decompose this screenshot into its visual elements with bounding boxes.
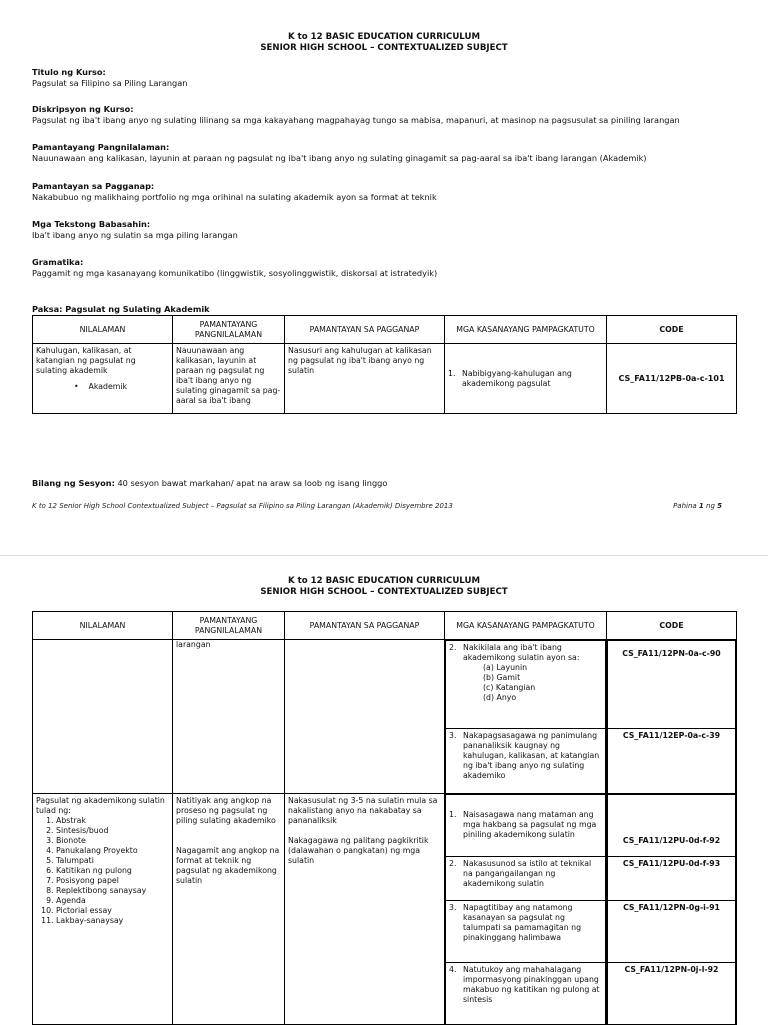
- skill-item: [446, 729, 606, 793]
- skill-subitem: (a) Layunin: [483, 663, 528, 672]
- document-page-2: [0, 555, 768, 1025]
- cell-code: [607, 793, 737, 1025]
- section-pagganap: [32, 181, 437, 202]
- sesyon-value: 40 sesyon bawat markahan/ apat na araw sa loob ng isang linggo: [117, 478, 388, 488]
- paksa-heading: Paksa: Pagsulat ng Sulating Akademik: [32, 304, 210, 314]
- cell-text: Nakasusulat ng 3-5 na sulatin mula sa nakalistang anyo na nakabatay sa pananaliksik: [288, 795, 438, 825]
- cell-code: [607, 640, 737, 794]
- column-header-kasanayang: MGA KASANAYANG PAMPAGKATUTO: [445, 316, 607, 344]
- skill-code: CS_FA11/12PU-0d-f-92: [608, 794, 736, 856]
- section-titulo: [32, 67, 187, 88]
- cell-text: Nakagagawa ng palitang pagkikritik (dalawahan o pangkatan) ng mga sulatin: [288, 835, 429, 865]
- skill-item: [446, 856, 606, 900]
- cell-text: Natitiyak ang angkop na proseso ng pagsulat ng piling sulating akademiko: [176, 795, 276, 825]
- sesyon-line: [32, 478, 387, 488]
- sesyon-label: Bilang ng Sesyon:: [32, 478, 115, 488]
- curriculum-title: K to 12 BASIC EDUCATION CURRICULUM: [287, 576, 481, 586]
- column-header-pagganap: PAMANTAYAN SA PAGGANAP: [285, 612, 445, 640]
- column-header-nilalaman: NILALAMAN: [33, 316, 173, 344]
- skill-number: 1.: [449, 810, 457, 819]
- column-header-pangnilalaman: PAMANTAYANG PANGNILALAMAN: [173, 612, 285, 640]
- skill-item: [446, 900, 606, 962]
- section-value: Pagsulat ng iba't ibang anyo ng sulating lilinang sa mga kakayahang magpahayag tungo sa mabisa, mapanuri, at masinop na pagsusulat sa piniling larangan: [32, 114, 680, 125]
- cell-pagganap: Nasusuri ang kahulugan at kalikasan ng pagsulat ng iba't ibang anyo ng sulatin: [285, 344, 445, 414]
- writing-type-item: 8. Replektibong sanaysay: [56, 886, 169, 896]
- skill-item: [448, 369, 603, 389]
- section-gramatika: [32, 257, 437, 278]
- writing-types-list: [36, 816, 169, 926]
- bullet-item: • Akademik: [74, 382, 128, 391]
- skill-number: 2.: [449, 858, 457, 868]
- table-row: [33, 640, 737, 794]
- cell-pagganap: [285, 640, 445, 794]
- cell-text: Nagagamit ang angkop na format at teknik ng pagsulat ng akademikong sulatin: [176, 845, 280, 885]
- section-value: Iba't ibang anyo ng sulatin sa mga piling larangan: [32, 229, 238, 240]
- page-number: Pahina 1 ng 5: [673, 502, 722, 510]
- skill-subitem: (b) Gamit: [483, 673, 521, 682]
- writing-type-item: 1. Abstrak: [56, 816, 169, 826]
- writing-type-item: 7. Posisyong papel: [56, 876, 169, 886]
- writing-type-item: 10. Pictorial essay: [56, 906, 169, 916]
- curriculum-subtitle: SENIOR HIGH SCHOOL – CONTEXTUALIZED SUBJECT: [260, 43, 508, 53]
- section-label: Pamantayang Pangnilalaman:: [32, 142, 170, 152]
- skill-number: 4.: [449, 964, 457, 974]
- skill-text: Natutukoy ang mahahalagang impormasyong pinakinggan upang makabuo ng katitikan ng pulong at sintesis: [463, 964, 600, 1004]
- skill-number: 3.: [449, 731, 457, 740]
- writing-type-item: 9. Agenda: [56, 896, 169, 906]
- skill-code: CS_FA11/12PN-0j-l-92: [608, 962, 736, 1024]
- curriculum-subtitle: SENIOR HIGH SCHOOL – CONTEXTUALIZED SUBJECT: [260, 587, 508, 597]
- section-label: Gramatika:: [32, 257, 84, 267]
- curriculum-table: [32, 315, 737, 414]
- section-diskripsyon: [32, 104, 680, 125]
- column-header-pangnilalaman: PAMANTAYANG PANGNILALAMAN: [173, 316, 285, 344]
- curriculum-table: [32, 611, 737, 1025]
- cell-pangnilalaman: Nauunawaan ang kalikasan, layunin at paraan ng pagsulat ng iba't ibang anyo ng sulating ginagamit sa pag-aaral sa iba't ibang: [173, 344, 285, 414]
- section-value: Nakabubuo ng malikhaing portfolio ng mga orihinal na sulating akademik ayon sa format at teknik: [32, 191, 437, 202]
- skill-text: Nakikilala ang iba't ibang akademikong sulatin ayon sa:: [463, 643, 580, 662]
- table-row: [33, 793, 737, 1025]
- section-tekstong: [32, 219, 238, 240]
- skill-text: Nakapagsasagawa ng panimulang pananaliksik kaugnay ng kahulugan, kalikasan, at katangian ng iba't ibang anyo ng sulating akademiko: [463, 731, 600, 780]
- writing-type-item: 3. Bionote: [56, 836, 169, 846]
- cell-text: Kahulugan, kalikasan, at katangian ng pagsulat ng sulating akademik: [36, 346, 136, 375]
- section-value: Paggamit ng mga kasanayang komunikatibo (linggwistik, sosyolinggwistik, diskorsal at istratedyik): [32, 267, 438, 278]
- skill-text: Nakasusunod sa istilo at teknikal na pangangailangan ng akademikong sulatin: [463, 858, 592, 888]
- skill-number: 2.: [449, 643, 457, 652]
- cell-kasanayang: [445, 793, 607, 1025]
- cell-pangnilalaman: larangan: [173, 640, 285, 794]
- table-row: [33, 344, 737, 414]
- skill-subitem: (d) Anyo: [483, 693, 517, 702]
- cell-kasanayang: [445, 640, 607, 794]
- writing-type-item: 5. Talumpati: [56, 856, 169, 866]
- cell-nilalaman: [33, 793, 173, 1025]
- section-label: Titulo ng Kurso:: [32, 67, 106, 77]
- writing-type-item: 11. Lakbay-sanaysay: [56, 916, 169, 926]
- cell-pangnilalaman: [173, 793, 285, 1025]
- footer-text: K to 12 Senior High School Contextualized Subject – Pagsulat sa Filipino sa Piling Larangan (Akademik) Disyembre 2013: [32, 502, 453, 510]
- cell-text: Pagsulat ng akademikong sulatin tulad ng:: [36, 795, 165, 815]
- skill-text: Napagtitibay ang natamong kasanayan sa pagsulat ng talumpati sa pamamagitan ng pinakinggang halimbawa: [463, 902, 582, 942]
- skill-code: CS_FA11/12PN-0g-i-91: [608, 900, 736, 962]
- column-header-pagganap: PAMANTAYAN SA PAGGANAP: [285, 316, 445, 344]
- section-value: Pagsulat sa Filipino sa Piling Larangan: [32, 77, 188, 88]
- section-label: Mga Tekstong Babasahin:: [32, 219, 151, 229]
- skill-text: Nabibigyang-kahulugan ang akademikong pagsulat: [462, 368, 572, 388]
- writing-type-item: 4. Panukalang Proyekto: [56, 846, 169, 856]
- cell-code: CS_FA11/12PB-0a-c-101: [607, 344, 737, 414]
- writing-type-item: 2. Sintesis/buod: [56, 826, 169, 836]
- cell-kasanayang: [445, 344, 607, 414]
- column-header-kasanayang: MGA KASANAYANG PAMPAGKATUTO: [445, 612, 607, 640]
- skill-number: 1.: [448, 368, 456, 378]
- section-pangnilalaman: [32, 142, 647, 163]
- skill-subitem: (c) Katangian: [483, 683, 536, 692]
- writing-type-item: 6. Katitikan ng pulong: [56, 866, 169, 876]
- cell-pagganap: [285, 793, 445, 1025]
- skill-number: 3.: [449, 902, 457, 912]
- column-header-nilalaman: NILALAMAN: [33, 612, 173, 640]
- section-label: Pamantayan sa Pagganap:: [32, 181, 155, 191]
- skill-text: Naisasagawa nang mataman ang mga hakbang sa pagsulat ng mga piniling akademikong sulatin: [463, 810, 597, 839]
- skill-item: [446, 641, 606, 729]
- cell-nilalaman: [33, 344, 173, 414]
- cell-nilalaman: [33, 640, 173, 794]
- skill-code: CS_FA11/12EP-0a-c-39: [608, 729, 736, 793]
- bullet-text: Akademik: [88, 382, 128, 391]
- column-header-code: CODE: [607, 612, 737, 640]
- skill-code: CS_FA11/12PU-0d-f-93: [608, 856, 736, 900]
- section-label: Diskripsyon ng Kurso:: [32, 104, 134, 114]
- curriculum-title: K to 12 BASIC EDUCATION CURRICULUM: [287, 32, 481, 42]
- skill-item: [446, 794, 606, 856]
- column-header-code: CODE: [607, 316, 737, 344]
- skill-item: [446, 962, 606, 1024]
- section-value: Nauunawaan ang kalikasan, layunin at paraan ng pagsulat ng iba't ibang anyo ng sulating ginagamit sa pag-aaral sa iba't ibang larangan (Akademik): [32, 152, 647, 163]
- page-footer: [32, 502, 722, 510]
- skill-code: CS_FA11/12PN-0a-c-90: [608, 641, 736, 729]
